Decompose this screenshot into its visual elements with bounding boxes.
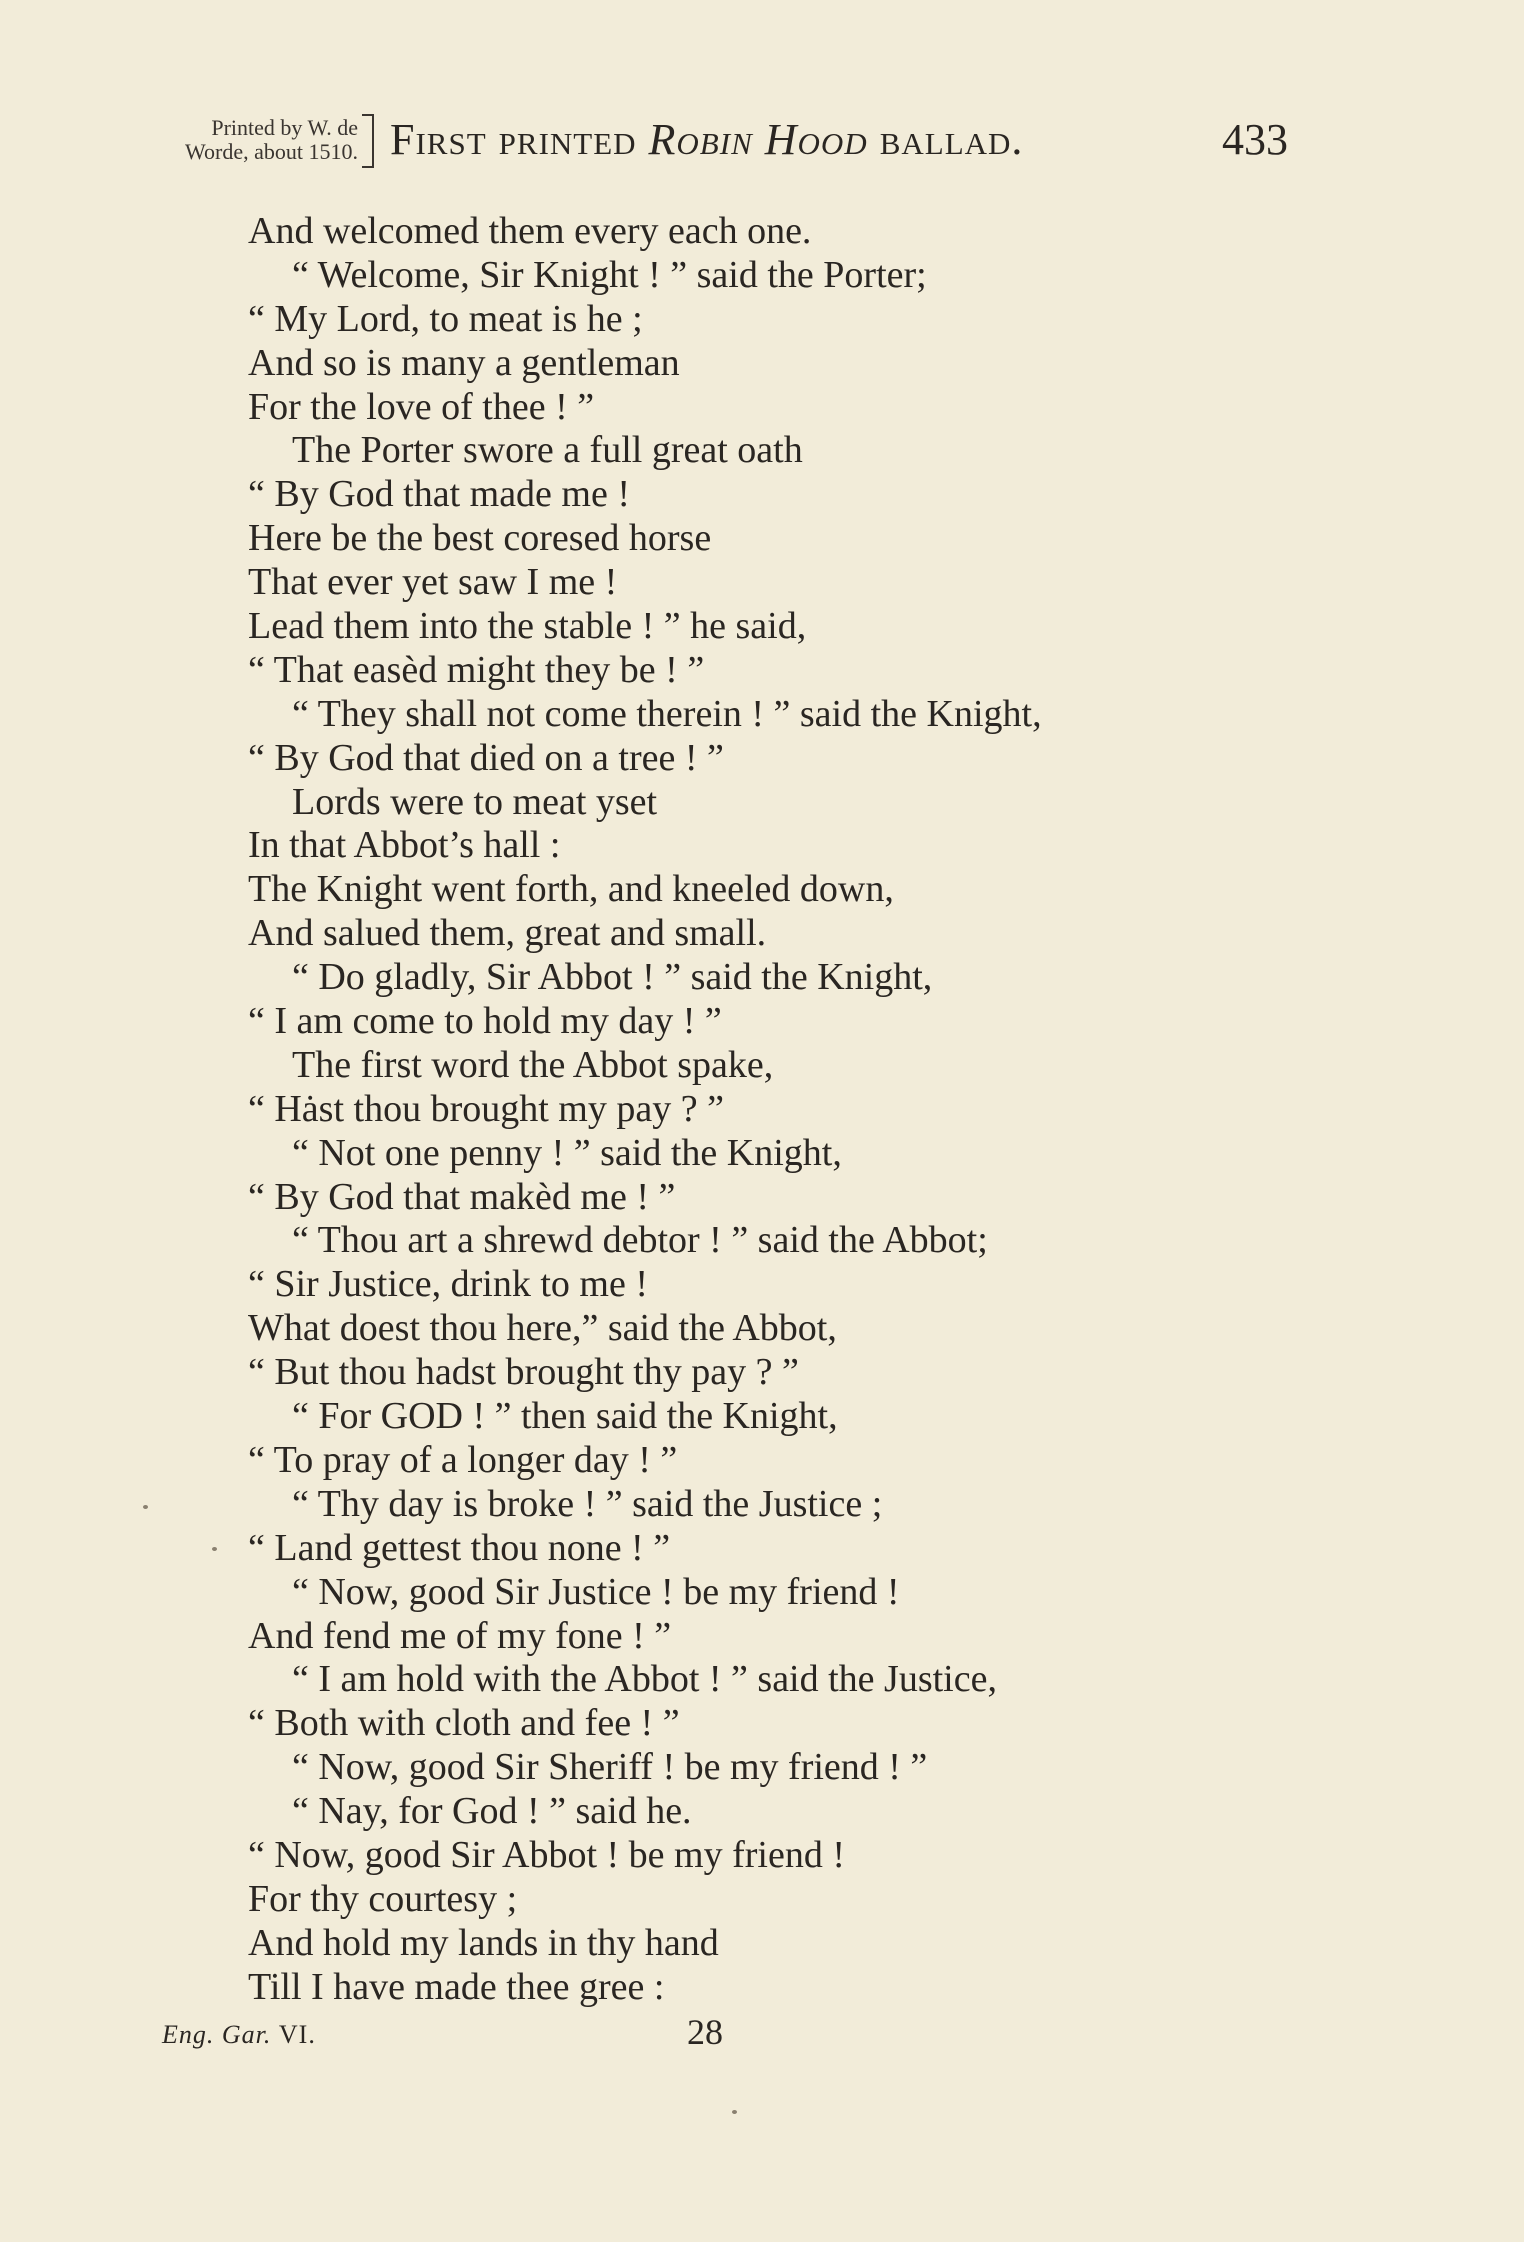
verse-line: “ Land gettest thou none ! ”: [248, 1526, 671, 1569]
side-note-line-1: Printed by W. de: [211, 115, 358, 140]
verse-line: And salued them, great and small.: [248, 912, 767, 955]
running-head-part-2: ballad.: [867, 115, 1024, 164]
verse-line: “ By God that makèd me ! ”: [248, 1175, 676, 1218]
verse-line: “ They shall not come therein ! ” said the Knight,: [292, 692, 1042, 735]
verse-line: “ But thou hadst brought thy pay ? ”: [248, 1351, 799, 1394]
verse-line: And fend me of my fone ! ”: [248, 1614, 672, 1657]
sheet-number: 28: [687, 2012, 723, 2052]
verse-line: “ Do gladly, Sir Abbot ! ” said the Knight,: [292, 956, 933, 999]
verse-line: “ Welcome, Sir Knight ! ” said the Porter;: [292, 253, 927, 296]
verse-line: Till I have made thee gree :: [248, 1965, 665, 2008]
running-head-part-1: First printed: [390, 115, 649, 164]
verse-line: The Knight went forth, and kneeled down,: [248, 868, 894, 911]
page-number: 433: [1222, 115, 1288, 164]
verse-line: Here be the best coresed horse: [248, 517, 712, 560]
verse-line: “ Now, good Sir Abbot ! be my friend !: [248, 1833, 845, 1876]
signature-abbrev: Eng. Gar.: [162, 2020, 272, 2049]
ink-speck: [732, 2110, 737, 2114]
verse-line: For thy courtesy ;: [248, 1877, 518, 1920]
ink-speck: [143, 1505, 148, 1509]
running-head-italic: Robin Hood: [648, 115, 868, 164]
verse-line: “ Both with cloth and fee ! ”: [248, 1702, 680, 1745]
verse-line: The Porter swore a full great oath: [292, 429, 803, 472]
verse-line: Lords were to meat yset: [292, 780, 658, 823]
verse-line: “ Now, good Sir Sheriff ! be my friend ! ”: [292, 1746, 928, 1789]
side-note: [118, 116, 358, 164]
verse-line: That ever yet saw I me !: [248, 561, 618, 604]
verse-line: “ Thy day is broke ! ” said the Justice ;: [292, 1482, 883, 1525]
side-note-bracket: [362, 114, 374, 168]
verse-line: “ My Lord, to meat is he ;: [248, 297, 643, 340]
verse-line: The first word the Abbot spake,: [292, 1043, 774, 1086]
verse-line: “ To pray of a longer day ! ”: [248, 1438, 678, 1481]
verse-line: “ Now, good Sir Justice ! be my friend !: [292, 1570, 900, 1613]
verse-line: “ By God that died on a tree ! ”: [248, 736, 724, 779]
verse-line: And hold my lands in thy hand: [248, 1921, 719, 1964]
verse-line: Lead them into the stable ! ” he said,: [248, 605, 807, 648]
verse-line: “ Not one penny ! ” said the Knight,: [292, 1131, 842, 1174]
verse-line: What doest thou here,” said the Abbot,: [248, 1307, 837, 1350]
verse-line: “ By God that made me !: [248, 473, 631, 516]
signature-volume: VI.: [278, 2020, 316, 2049]
verse-line: “ I am come to hold my day ! ”: [248, 1000, 722, 1043]
ink-speck: [212, 1547, 217, 1551]
verse-line: “ I am hold with the Abbot ! ” said the Justice,: [292, 1658, 997, 1701]
page-header: [118, 108, 1288, 178]
page-footer: [162, 2012, 862, 2062]
side-note-line-2: Worde, about 1510.: [185, 139, 358, 164]
verse-line: “ Thou art a shrewd debtor ! ” said the Abbot;: [292, 1219, 988, 1262]
verse-line: “ For GOD ! ” then said the Knight,: [292, 1395, 838, 1438]
ballad-text: [248, 210, 1368, 2010]
verse-line: “ Hȧst thou brought my pay ? ”: [248, 1087, 724, 1130]
signature-mark: [162, 2020, 316, 2050]
verse-line: “ Nay, for God ! ” said he.: [292, 1790, 692, 1833]
verse-line: “ That easèd might they be ! ”: [248, 648, 705, 691]
verse-line: In that Abbot’s hall :: [248, 824, 561, 867]
verse-line: And so is many a gentleman: [248, 341, 680, 384]
verse-line: And welcomed them every each one.: [248, 210, 812, 252]
running-head: [390, 112, 1023, 168]
verse-line: For the love of thee ! ”: [248, 385, 595, 428]
verse-line: “ Sir Justice, drink to me !: [248, 1263, 648, 1306]
